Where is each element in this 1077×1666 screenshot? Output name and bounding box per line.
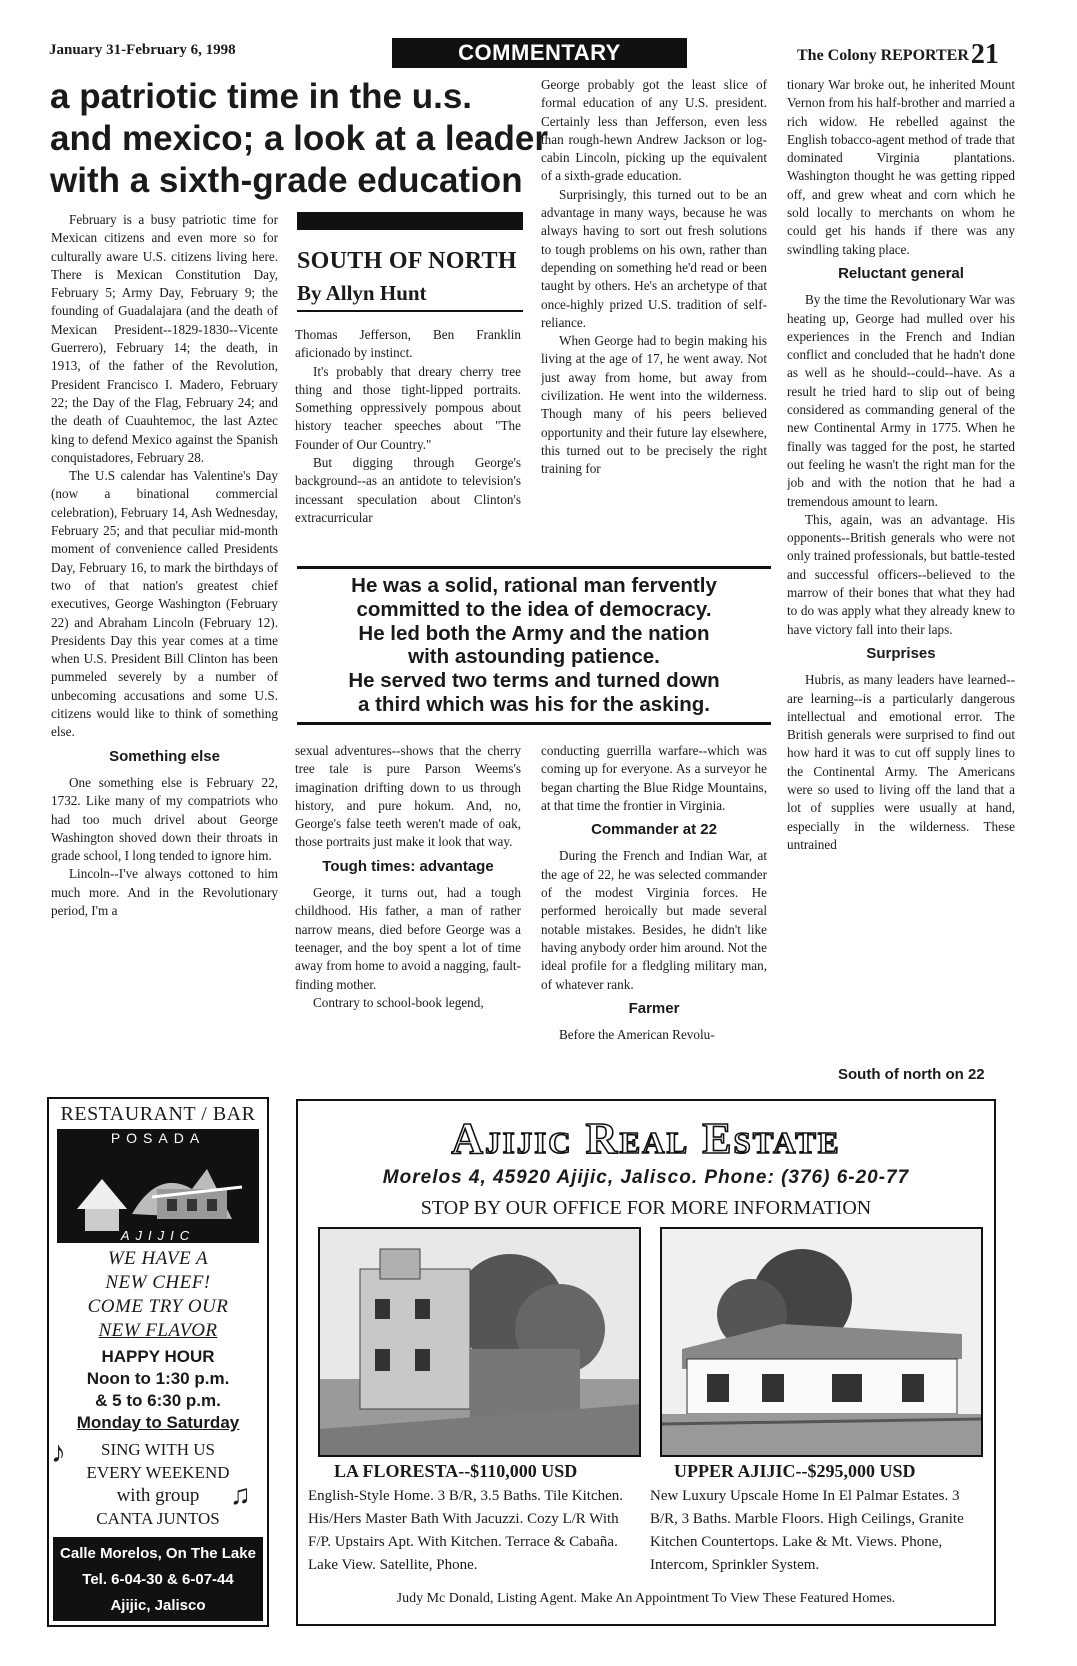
paragraph: During the French and Indian War, at the age of 22, he was selected commander of the modest Virginia forces. He performed heroically but made several notable mistakes. Besides, he didn't like having anybody order him around. Not the ideal profile for a fledgling military man, of whatever rank. <box>541 848 767 992</box>
happy-hour-time: & 5 to 6:30 p.m. <box>95 1391 221 1410</box>
paragraph: But digging through George's background--as an antidote to television's incessant speculation about Clinton's extracurricular <box>295 455 521 525</box>
jump-line: South of north on 22 <box>838 1066 985 1083</box>
subhead: Something else <box>109 747 220 765</box>
paragraph: Contrary to school-book legend, <box>313 994 484 1010</box>
sing-block <box>51 1438 265 1530</box>
divider <box>297 310 523 312</box>
article-column-4 <box>787 76 1015 1046</box>
restaurant-logo-image <box>57 1129 259 1243</box>
paragraph: conducting guerrilla warfare--which was coming up for everyone. As a surveyor he began charting the Blue Ridge Mountains, at that time the frontier in Virginia. <box>541 743 767 813</box>
article-column-2-top <box>295 326 521 554</box>
music-note-icon: ♫ <box>230 1480 251 1511</box>
ad-line: WE HAVE A <box>107 1248 209 1269</box>
headline-line: a patriotic time in the u.s. <box>50 77 473 116</box>
happy-hour: HAPPY HOUR <box>101 1347 215 1366</box>
group-name: CANTA JUNTOS <box>96 1509 220 1528</box>
restaurant-ad <box>47 1097 269 1627</box>
article-column-2-bottom <box>295 742 521 1087</box>
pull-quote-line: He served two terms and turned down <box>348 669 720 693</box>
paragraph: George, it turns out, had a tough childhood. His father, a man of rather narrow means, died before George was a teenager, and the boy spent a lot of time away from home to avoid a nagging, fault-finding mother. <box>295 885 521 992</box>
paragraph: Surprisingly, this turned out to be an advantage in many ways, because he was always having to sort out fresh solutions to tough problems on his own, rather than depending on something he'd read or been taught by others. He's an archetype of that once-highly prized U.S. tradition of self-reliance. <box>541 186 767 330</box>
column-title: SOUTH OF NORTH <box>297 248 517 274</box>
paragraph: Lincoln--I've always cottoned to him much more. And in the Revolutionary period, I'm a <box>51 866 278 918</box>
paragraph: Before the American Revolu- <box>559 1027 715 1043</box>
paragraph: The U.S calendar has Valentine's Day (now a binational commercial celebration), February 14, Ash Wednesday, February 25; and that peculiar mid-month moment of convenience called Presidents Day, February 16, to mark the birthdays of two of that nation's greatest chief executives, George Washington (February 22) and Abraham Lincoln (February 12). Presidents Day this year comes at a time when U.S. President Bill Clinton has been pummeled severely by a number of unbecoming accusations and some U.S. citizens would like to think of something else. <box>51 468 278 740</box>
address-line: Calle Morelos, On The Lake <box>60 1545 256 1562</box>
article-column-1 <box>51 211 278 1091</box>
paragraph: tionary War broke out, he inherited Mount Vernon from his half-brother and married a rich widow. He rebelled against the English tobacco-agent method of trade that dominated Virginia plantations. Washington thought he was getting ripped off, and grew wheat and corn which he sold locally to merchants on whom he could get his hands if there was any swindling taking place. <box>787 77 1015 257</box>
paragraph: sexual adventures--shows that the cherry tree tale is pure Parson Weems's imagination drifting down to us through history, and pure hokum. And, no, George's false teeth weren't made of oak, those portraits just make it look that way. <box>295 743 521 850</box>
listing-title: UPPER AJIJIC--$295,000 USD <box>674 1461 916 1481</box>
subhead: Farmer <box>628 999 680 1017</box>
paragraph: George probably got the least slice of formal education of any U.S. president. Certainly less than Jefferson, even less than rough-hewn Andrew Jackson or log-cabin Lincoln, picking up the equivalent of a sixth-grade education. <box>541 77 767 184</box>
ad-callout: STOP BY OUR OFFICE FOR MORE INFORMATION <box>420 1197 872 1219</box>
pull-quote-rule <box>297 722 771 725</box>
happy-hour-time: Noon to 1:30 p.m. <box>86 1369 230 1388</box>
headline-line: with a sixth-grade education <box>50 161 523 200</box>
pull-quote-line: with astounding patience. <box>408 645 660 669</box>
listing-photo-2 <box>660 1227 983 1457</box>
pull-quote <box>297 574 771 717</box>
ad-body <box>51 1247 265 1530</box>
ad-line: NEW FLAVOR <box>98 1320 218 1341</box>
listing-title: LA FLORESTA--$110,000 USD <box>334 1461 578 1481</box>
listing-description: English-Style Home. 3 B/R, 3.5 Baths. Tile Kitchen. His/Hers Master Bath With Jacuzzi. Cozy L/R With F/P. Upstairs Apt. With Kitchen. Terrace & Cabaña. Lake View. Satellite, Phone. <box>308 1488 624 1573</box>
ad-line: SING WITH US <box>101 1440 215 1459</box>
phone-line: Tel. 6-04-30 & 6-07-44 <box>82 1571 234 1588</box>
ad-line: COME TRY OUR <box>87 1296 229 1317</box>
article-column-3-top <box>541 76 767 546</box>
column-logo-band <box>297 212 523 230</box>
paper-name <box>797 39 999 71</box>
paragraph: Hubris, as many leaders have learned--are learning--is a particularly dangerous intellectual and emotional error. The British generals were surprised to find out how hard it was to cut off supply lines to the Continental Army. The Americans were so used to living off the land that a lot of supplies were usually at hand, especially in the wilderness. These untrained <box>787 672 1015 852</box>
pull-quote-line: He was a solid, rational man fervently <box>351 574 717 597</box>
paragraph: Thomas Jefferson, Ben Franklin aficionado by instinct. <box>295 327 521 361</box>
subhead: Surprises <box>866 644 936 662</box>
ad-line: with group <box>116 1485 200 1506</box>
pull-quote-line: a third which was his for the asking. <box>358 692 710 716</box>
listing-photo-1 <box>318 1227 641 1457</box>
ad-line: EVERY WEEKEND <box>86 1463 230 1482</box>
paragraph: February is a busy patriotic time for Mexican citizens and even more so for culturally aware U.S. citizens living here. There is Mexican Constitution Day, February 5; Army Day, February 9; the founding of Guadalajara (and the death of Mexican President--1829-1830--Vicente Guerrero), February 14; the death, in 1913, of the father of the Revolution, President Francisco I. Madero, February 22; the Day of the Flag, February 24; and the death of Cuauhtemoc, the last Aztec king to defend Mexico against the Spanish conquistadores, February 28. <box>51 212 278 465</box>
section-header: COMMENTARY <box>392 38 687 68</box>
pull-quote-rule <box>297 566 771 569</box>
real-estate-ad <box>296 1099 996 1626</box>
subhead: Commander at 22 <box>591 821 717 839</box>
subhead: Tough times: advantage <box>322 857 494 875</box>
listing-description: New Luxury Upscale Home In El Palmar Estates. 3 B/R, 3 Baths. Marble Floors. High Ceilings, Granite Kitchen Countertops. Lake & Mt. Views. Phone, Intercom, Sprinkler System. <box>650 1488 964 1573</box>
issue-date: January 31-February 6, 1998 <box>49 42 236 58</box>
ad-line: NEW CHEF! <box>105 1272 211 1293</box>
logo-text-bottom: AJIJIC <box>120 1228 196 1243</box>
music-note-icon: ♪ <box>51 1436 66 1469</box>
ad-header: RESTAURANT / BAR <box>60 1103 256 1125</box>
ad-address: Morelos 4, 45920 Ajijic, Jalisco. Phone: (376) 6-20-77 <box>382 1167 910 1188</box>
ad-title: Ajijic Real Estate <box>451 1114 841 1163</box>
address-line: Ajijic, Jalisco <box>110 1597 206 1614</box>
article-column-3-bottom <box>541 742 767 1087</box>
paragraph: One something else is February 22, 1732. Like many of my compatriots who had too much drivel about George Washington shoved down their throats in grade school, I long tended to ignore him. <box>51 774 278 864</box>
page-number: 21 <box>970 39 999 70</box>
happy-hour-days: Monday to Saturday <box>76 1413 240 1432</box>
ad-address <box>53 1537 263 1621</box>
subhead: Reluctant general <box>838 264 964 282</box>
pull-quote-line: committed to the idea of democracy. <box>356 597 712 621</box>
logo-text-top: POSADA <box>110 1130 206 1146</box>
headline-line: and mexico; a look at a leader <box>50 119 548 158</box>
byline: By Allyn Hunt <box>297 281 427 305</box>
paragraph: This, again, was an advantage. His opponents--British generals who were not only trained professionals, but battle-tested and successful officers--believed to the marrow of their bones that what they had to do was apply what they already knew to have victory fall into their laps. <box>787 511 1015 637</box>
paragraph: It's probably that dreary cherry tree thing and those tight-lipped portraits. Something oppressively pompous about history teacher speeches about "The Founder of Our Country." <box>295 363 521 452</box>
paragraph: When George had to begin making his living at the age of 17, he went away. Not just away from home, but away from civilization. He went into the wilderness. Though many of his peers believed opportunity and their future lay elsewhere, this turned out to be precisely the right training for <box>541 333 767 477</box>
pull-quote-line: He led both the Army and the nation <box>358 621 710 645</box>
headline <box>50 76 548 202</box>
paper-title: The Colony REPORTER <box>797 47 969 64</box>
paragraph: By the time the Revolutionary War was heating up, George had mulled over his experiences in the French and Indian conflict and concluded that he hadn't done as well as he should--could--have. As a result he tried hard to slip out of being considered as commanding general of the new Continental Army in 1775. When he finally was tagged for the post, he started out feeling he wasn't the right man for the job and with the notion that he had a tremendous amount to learn. <box>787 292 1015 509</box>
ad-footer: Judy Mc Donald, Listing Agent. Make An Appointment To View These Featured Homes. <box>396 1591 896 1606</box>
